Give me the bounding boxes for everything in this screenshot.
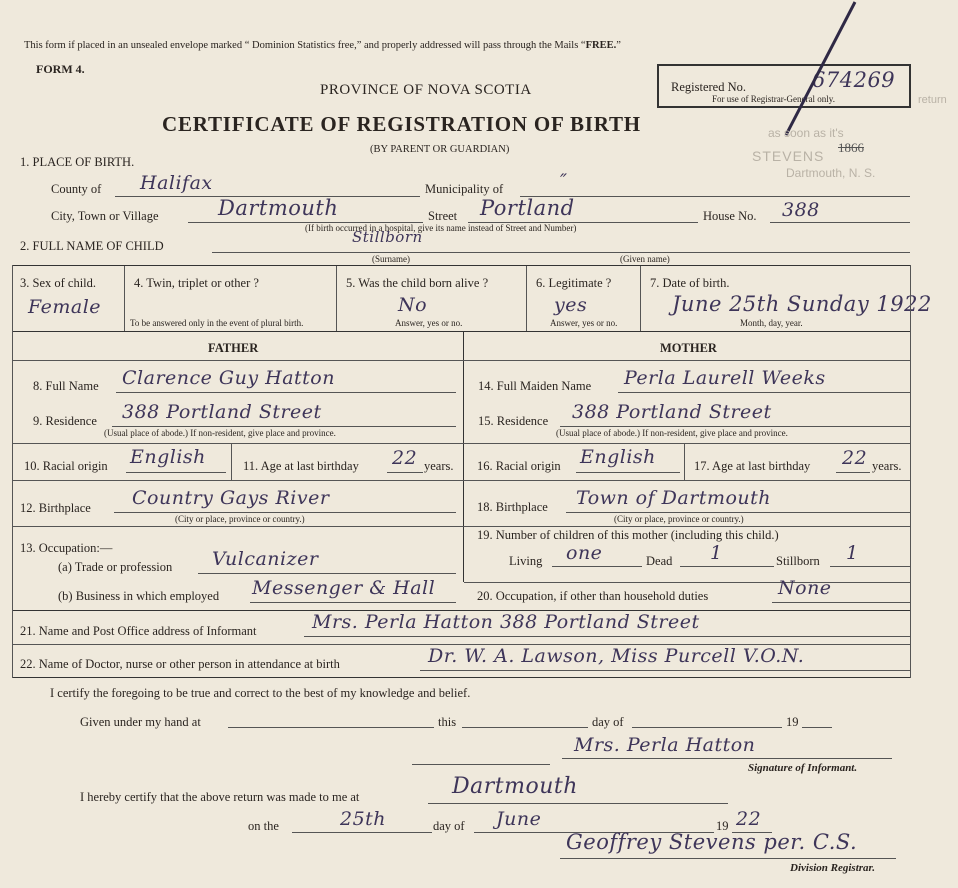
registrar-statement: I hereby certify that the above return was made to me at	[80, 790, 360, 804]
page-subtitle: (BY PARENT OR GUARDIAN)	[370, 144, 510, 155]
alive-label: 5. Was the child born alive ?	[346, 276, 489, 290]
father-birthplace-label: 12. Birthplace	[20, 501, 91, 515]
business-label: (b) Business in which employed	[58, 589, 220, 603]
child-name-value: Stillborn	[352, 228, 423, 246]
father-residence-value: 388 Portland Street	[122, 401, 322, 423]
mother-name-label: 14. Full Maiden Name	[478, 379, 592, 393]
surname-note: (Surname)	[372, 254, 410, 264]
mother-racial-label: 16. Racial origin	[477, 459, 561, 473]
birth-date-label: 7. Date of birth.	[650, 276, 730, 290]
father-name-value: Clarence Guy Hatton	[122, 367, 335, 389]
father-age-value: 22	[392, 447, 418, 469]
county-label: County of	[51, 182, 102, 196]
registrar-year-prefix: 19	[716, 819, 729, 833]
living-label: Living	[509, 554, 543, 568]
mail-notice	[24, 40, 621, 51]
registrar-year-suffix: 22	[736, 808, 762, 830]
mother-age-label: 17. Age at last birthday	[694, 459, 811, 473]
living-value: one	[566, 542, 603, 564]
birth-date-value: June 25th Sunday 1922	[672, 292, 932, 316]
registrar-month: June	[496, 808, 542, 830]
informant-signature: Mrs. Perla Hatton	[574, 734, 756, 756]
form-number: FORM 4.	[36, 62, 85, 76]
father-racial-value: English	[130, 446, 206, 468]
on-the-label: on the	[248, 819, 279, 833]
registrar-signature: Geoffrey Stevens per. C.S.	[566, 830, 858, 854]
stamp-line-3: Dartmouth, N. S.	[786, 166, 876, 180]
child-name-label: 2. FULL NAME OF CHILD	[20, 239, 164, 253]
stamp-word: return	[918, 94, 947, 106]
legitimate-note: Answer, yes or no.	[550, 318, 618, 328]
mother-residence-value: 388 Portland Street	[572, 401, 772, 423]
mother-name-value: Perla Laurell Weeks	[624, 367, 826, 389]
mail-notice-end: ”	[616, 40, 621, 51]
business-value: Messenger & Hall	[252, 577, 436, 599]
cert-year-prefix: 19	[786, 715, 799, 729]
municipality-label: Municipality of	[425, 182, 504, 196]
mother-occupation-value: None	[778, 577, 832, 599]
father-residence-label: 9. Residence	[33, 414, 97, 428]
registered-label: Registered No.	[671, 80, 746, 94]
day-of-label: day of	[592, 715, 624, 729]
place-section-label: 1. PLACE OF BIRTH.	[20, 155, 135, 169]
dead-label: Dead	[646, 554, 673, 568]
legitimate-label: 6. Legitimate ?	[536, 276, 612, 290]
mother-occupation-label: 20. Occupation, if other than household duties	[477, 589, 709, 603]
sex-label: 3. Sex of child.	[20, 276, 97, 290]
sex-value: Female	[28, 296, 102, 318]
mother-years-label: years.	[872, 459, 902, 473]
father-heading: FATHER	[208, 341, 259, 355]
street-label: Street	[428, 209, 458, 223]
registrar-place: Dartmouth	[452, 774, 578, 799]
city-label: City, Town or Village	[51, 209, 159, 223]
certification-statement: I certify the foregoing to be true and correct to the best of my knowledge and belief.	[50, 686, 471, 700]
county-value: Halifax	[140, 172, 213, 194]
children-label: 19. Number of children of this mother (including this child.)	[477, 528, 779, 542]
mail-notice-free: FREE.	[585, 40, 617, 51]
house-label: House No.	[703, 209, 757, 223]
stillborn-value: 1	[846, 542, 859, 564]
doctor-value: Dr. W. A. Lawson, Miss Purcell V.O.N.	[428, 645, 805, 667]
doctor-label: 22. Name of Doctor, nurse or other person in attendance at birth	[20, 657, 340, 671]
father-birthplace-note: (City or place, province or country.)	[175, 514, 305, 524]
alive-note: Answer, yes or no.	[395, 318, 463, 328]
registrar-day: 25th	[340, 808, 387, 830]
mother-birthplace-label: 18. Birthplace	[477, 500, 548, 514]
mother-residence-label: 15. Residence	[478, 414, 549, 428]
given-name-note: (Given name)	[620, 254, 670, 264]
pen-stroke-mark	[780, 0, 860, 140]
registrar-signature-label: Division Registrar.	[790, 862, 875, 874]
stamp-year: 1866	[838, 140, 864, 155]
mother-heading: MOTHER	[660, 341, 717, 355]
dead-value: 1	[710, 542, 723, 564]
father-years-label: years.	[424, 459, 454, 473]
twin-note: To be answered only in the event of plural birth.	[130, 318, 304, 328]
father-birthplace-value: Country Gays River	[132, 487, 330, 509]
father-racial-label: 10. Racial origin	[24, 459, 108, 473]
mother-birthplace-note: (City or place, province or country.)	[614, 514, 744, 524]
mail-notice-text: This form if placed in an unsealed envelope marked “ Dominion Statistics free,” and properly addressed will pass through the Mails “	[24, 40, 586, 51]
informant-value: Mrs. Perla Hatton 388 Portland Street	[312, 611, 700, 633]
house-value: 388	[782, 199, 820, 221]
stamp-line-1: as soon as it's	[768, 126, 844, 140]
father-residence-note: (Usual place of abode.) If non-resident, give place and province.	[104, 428, 336, 438]
registered-number: 674269	[812, 68, 896, 92]
mother-racial-value: English	[580, 446, 656, 468]
legitimate-value: yes	[554, 294, 588, 316]
this-label: this	[438, 715, 457, 729]
municipality-value: ″	[560, 170, 568, 192]
alive-value: No	[398, 294, 428, 316]
informant-signature-label: Signature of Informant.	[748, 762, 858, 774]
stamp-line-2: STEVENS	[752, 148, 825, 164]
registered-note: For use of Registrar-General only.	[712, 94, 835, 104]
mother-birthplace-value: Town of Dartmouth	[576, 487, 772, 509]
trade-label: (a) Trade or profession	[58, 560, 173, 574]
page-title: CERTIFICATE OF REGISTRATION OF BIRTH	[162, 112, 641, 136]
trade-value: Vulcanizer	[212, 548, 319, 570]
hospital-note: (If birth occurred in a hospital, give its name instead of Street and Number)	[305, 223, 577, 233]
mother-age-value: 22	[842, 447, 868, 469]
registrar-day-of-label: day of	[433, 819, 465, 833]
informant-label: 21. Name and Post Office address of Informant	[20, 624, 257, 638]
mother-residence-note: (Usual place of abode.) If non-resident, give place and province.	[556, 428, 788, 438]
province-heading: PROVINCE OF NOVA SCOTIA	[320, 82, 532, 98]
given-label: Given under my hand at	[80, 715, 201, 729]
birth-date-note: Month, day, year.	[740, 318, 803, 328]
father-age-label: 11. Age at last birthday	[243, 459, 359, 473]
twin-label: 4. Twin, triplet or other ?	[134, 276, 259, 290]
street-value: Portland	[480, 196, 575, 220]
city-value: Dartmouth	[218, 196, 339, 220]
father-name-label: 8. Full Name	[33, 379, 99, 393]
stillborn-label: Stillborn	[776, 554, 820, 568]
father-occupation-label: 13. Occupation:—	[20, 541, 113, 555]
